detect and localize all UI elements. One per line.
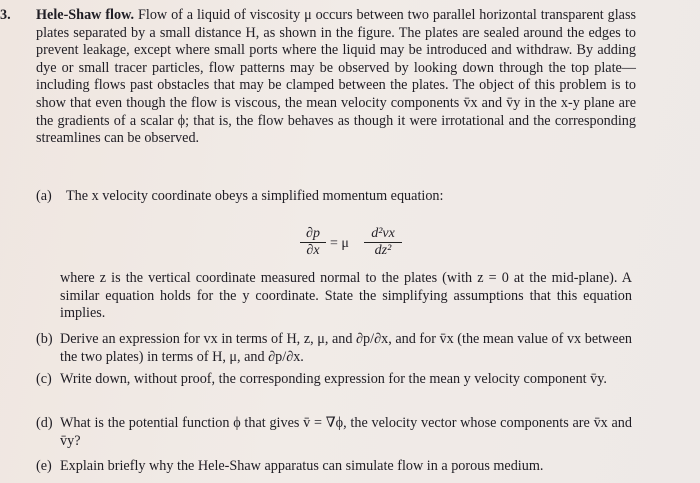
part-b-text: Derive an expression for vx in terms of H, z, μ, and ∂p/∂x, and for v̄x (the mean value of vx between the two plates) in terms of H, μ, and ∂p/∂x. <box>60 331 632 365</box>
problem-number: 3. <box>0 7 11 23</box>
part-a-label: (a) <box>36 188 52 204</box>
part-d-text: What is the potential function ϕ that gives v̄ = ∇ϕ, the velocity vector whose components are v̄x and v̄y? <box>60 415 632 449</box>
eq-rhs-numerator: d²vx <box>364 226 402 243</box>
part-d-label: (d) <box>36 415 53 431</box>
part-a-text: The x velocity coordinate obeys a simplified momentum equation: <box>66 188 444 204</box>
problem-intro <box>36 7 636 148</box>
eq-middle: = μ <box>330 236 349 251</box>
eq-lhs-numerator: ∂p <box>300 226 326 243</box>
eq-lhs-denominator: ∂x <box>306 243 320 258</box>
problem-intro-text: Flow of a liquid of viscosity μ occurs between two parallel horizontal transparent glass plates separated by a small distance H, as shown in the figure. The plates are sealed around the edges to prevent leakage, except where small ports where the liquid may be introduced and withdraw. By adding dye or small tracer particles, flow patterns may be observed by looking down through the top plate—including flows past obstacles that may be clamped between the plates. The object of this problem is to show that even though the flow is viscous, the mean velocity components v̄x and v̄y in the x-y plane are the gradients of a scalar ϕ; that is, the flow behaves as though it were irrotational and the corresponding streamlines can be observed. <box>36 7 637 147</box>
momentum-equation <box>300 226 420 266</box>
part-e-label: (e) <box>36 458 52 474</box>
part-c-text: Write down, without proof, the corresponding expression for the mean y velocity component v̄y. <box>60 371 607 387</box>
part-b-label: (b) <box>36 331 53 347</box>
part-a-text2: where z is the vertical coordinate measured normal to the plates (with z = 0 at the mid-plane). A similar equation holds for the y coordinate. State the simplifying assumptions that this equation implies. <box>60 270 632 322</box>
problem-title: Hele-Shaw flow. <box>36 7 135 23</box>
part-c-label: (c) <box>36 371 52 387</box>
part-e-text: Explain briefly why the Hele-Shaw apparatus can simulate flow in a porous medium. <box>60 458 544 474</box>
eq-rhs-denominator: dz² <box>374 243 392 258</box>
